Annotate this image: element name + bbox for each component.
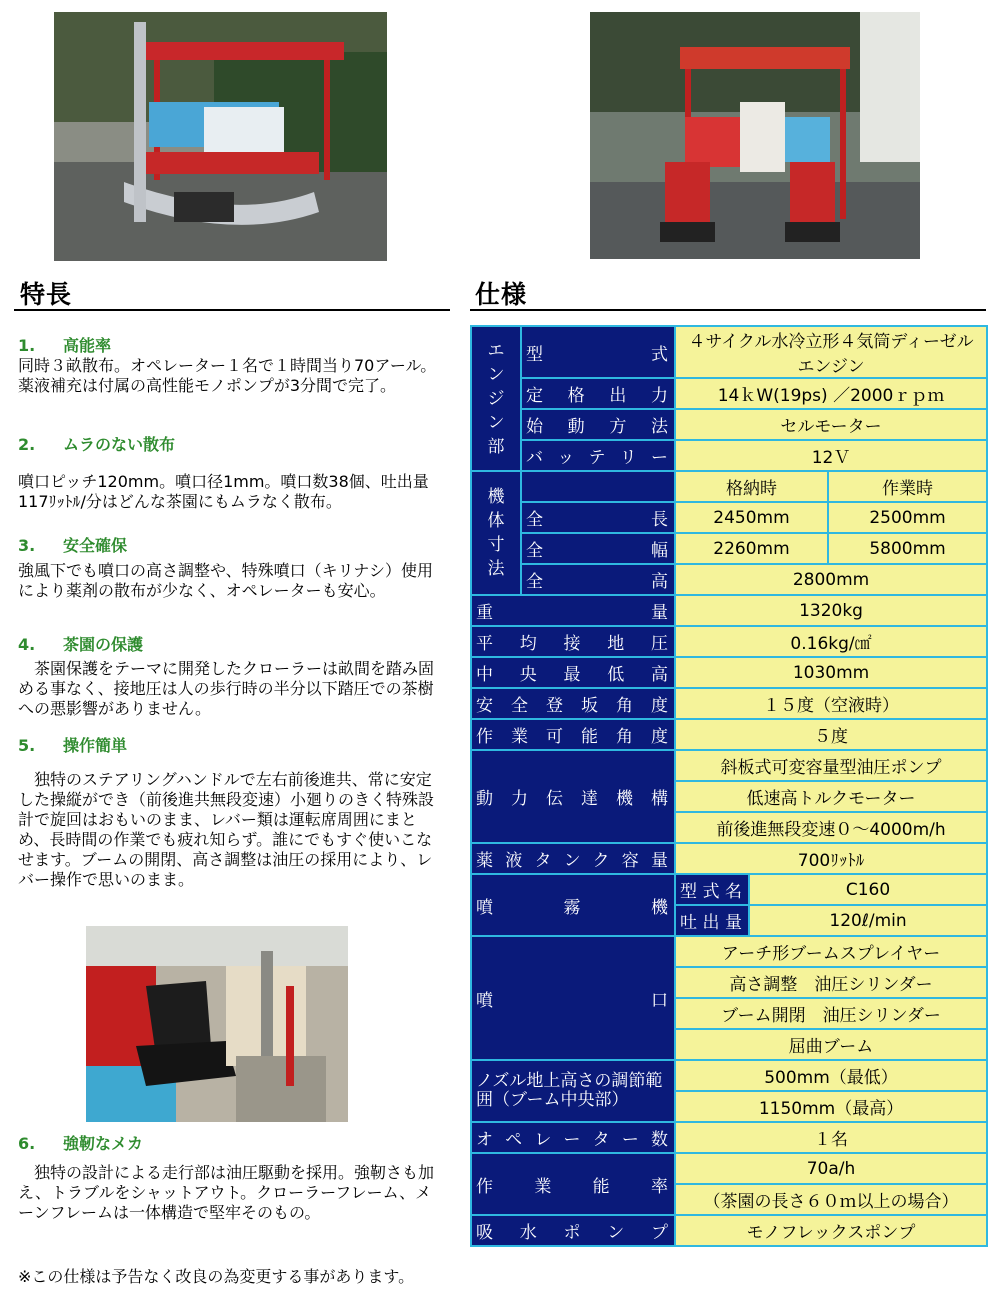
spec-heading: 仕様 bbox=[475, 280, 528, 309]
nozzle-height-label: ノズル地上高さの調節範囲（ブーム中央部） bbox=[471, 1060, 675, 1122]
length-stored-value: 2450mm bbox=[675, 502, 828, 533]
feature-5-body: 独特のステアリングハンドルで左右前後進共、常に安定した操縦ができ（前後進共無段変速）小廻りのきく特殊設計で旋回はおもいのまま、レバー類は運転席周囲にまとめ、長時間の作業でも疲れ知らず。誰にでもすぐ使いこなせます。ブームの開閉、高さ調整は油圧の採用により、レバー操作で思いのまま。 bbox=[18, 770, 435, 889]
drive-value-3: 前後進無段変速０～4000m/h bbox=[675, 812, 987, 843]
width-label: 全 幅 bbox=[521, 533, 675, 564]
nozzle-value-1: アーチ形ブームスプレイヤー bbox=[675, 936, 987, 967]
sprayer-model-value: C160 bbox=[749, 874, 987, 905]
length-label: 全 長 bbox=[521, 502, 675, 533]
nozzle-height-min: 500mm（最低） bbox=[675, 1060, 987, 1091]
nozzle-label: 噴 口 bbox=[471, 936, 675, 1060]
operators-label: オペレーター数 bbox=[471, 1122, 675, 1153]
capacity-condition: （茶園の長さ６０ｍ以上の場合） bbox=[675, 1184, 987, 1215]
battery-value: 12Ｖ bbox=[675, 440, 987, 471]
start-method-value: セルモーター bbox=[675, 409, 987, 440]
feature-1-body: 同時３畝散布。オペレーター１名で１時間当り70アール。薬液補充は付属の高性能モノポンプが3分間で完了。 bbox=[18, 356, 437, 395]
feature-2-body: 噴口ピッチ120mm。噴口径1mm。噴口数38個、吐出量117ﾘｯﾄﾙ/分はどんな茶園にもムラなく散布。 bbox=[18, 472, 429, 511]
engine-group-label: エンジン部 bbox=[471, 326, 521, 471]
feature-3-title: 3. 安全確保 bbox=[18, 536, 128, 555]
nozzle-value-2: 高さ調整 油圧シリンダー bbox=[675, 967, 987, 998]
feature-4-title: 4. 茶園の保護 bbox=[18, 635, 144, 654]
features-heading-rule bbox=[14, 309, 450, 311]
feature-2-title: 2. ムラのない散布 bbox=[18, 435, 176, 454]
tank-value: 700ﾘｯﾄﾙ bbox=[675, 843, 987, 874]
sprayer-photo-side bbox=[54, 12, 387, 261]
engine-type-value: ４サイクル水冷立形４気筒ディーゼルエンジン bbox=[675, 326, 987, 378]
dimensions-group-label: 機体寸法 bbox=[471, 471, 521, 595]
drive-value-2: 低速高トルクモーター bbox=[675, 781, 987, 812]
clearance-value: 1030mm bbox=[675, 657, 987, 688]
weight-label: 重 量 bbox=[471, 595, 675, 626]
feature-6-body: 独特の設計による走行部は油圧駆動を採用。強靭さも加え、トラブルをシャットアウト。クローラーフレーム、メーンフレームは一体構造で堅牢そのもの。 bbox=[18, 1163, 435, 1222]
feature-6-title: 6. 強靭なメカ bbox=[18, 1134, 144, 1153]
length-working-value: 2500mm bbox=[828, 502, 987, 533]
capacity-value: 70a/h bbox=[675, 1153, 987, 1184]
spec-table bbox=[470, 325, 988, 1247]
height-label: 全 高 bbox=[521, 564, 675, 595]
feature-4-body: 茶園保護をテーマに開発したクローラーは畝間を踏み固める事なく、接地圧は人の歩行時の半分以下踏圧での茶樹への悪影響がありません。 bbox=[18, 659, 435, 718]
feature-3-body: 強風下でも噴口の高さ調整や、特殊噴口（キリナシ）使用により薬剤の散布が少なく、オペレーターも安心。 bbox=[18, 561, 434, 600]
work-angle-value: ５度 bbox=[675, 719, 987, 750]
nozzle-value-3: ブーム開閉 油圧シリンダー bbox=[675, 998, 987, 1029]
ground-pressure-value: 0.16kg/㎠ bbox=[675, 626, 987, 657]
sprayer-output-value: 120ℓ/min bbox=[749, 905, 987, 936]
width-stored-value: 2260mm bbox=[675, 533, 828, 564]
pump-value: モノフレックスポンプ bbox=[675, 1215, 987, 1246]
height-value: 2800mm bbox=[675, 564, 987, 595]
rated-output-label: 定格出力 bbox=[521, 378, 675, 409]
sprayer-photo-front bbox=[590, 12, 920, 259]
battery-label: バッテリー bbox=[521, 440, 675, 471]
weight-value: 1320kg bbox=[675, 595, 987, 626]
rated-output-value: 14ｋW(19ps) ／2000ｒｐｍ bbox=[675, 378, 987, 409]
ground-pressure-label: 平均接地圧 bbox=[471, 626, 675, 657]
feature-5-title: 5. 操作簡単 bbox=[18, 736, 128, 755]
clearance-label: 中央最低高 bbox=[471, 657, 675, 688]
drive-value-1: 斜板式可変容量型油圧ポンプ bbox=[675, 750, 987, 781]
dimensions-header-blank bbox=[521, 471, 675, 502]
change-notice: ※この仕様は予告なく改良の為変更する事があります。 bbox=[18, 1267, 415, 1286]
width-working-value: 5800mm bbox=[828, 533, 987, 564]
start-method-label: 始動方法 bbox=[521, 409, 675, 440]
feature-1-title: 1. 高能率 bbox=[18, 336, 112, 355]
work-angle-label: 作業可能角度 bbox=[471, 719, 675, 750]
tank-label: 薬液タンク容量 bbox=[471, 843, 675, 874]
drive-label: 動力伝達機構 bbox=[471, 750, 675, 843]
engine-type-label: 型 式 bbox=[521, 326, 675, 378]
features-heading: 特長 bbox=[20, 280, 73, 309]
sprayer-label: 噴 霧 機 bbox=[471, 874, 675, 936]
operator-seat-photo bbox=[86, 926, 348, 1122]
sprayer-model-label: 型式名 bbox=[675, 874, 749, 905]
capacity-label: 作業能率 bbox=[471, 1153, 675, 1215]
nozzle-value-4: 屈曲ブーム bbox=[675, 1029, 987, 1060]
spec-heading-rule bbox=[470, 309, 986, 311]
nozzle-height-max: 1150mm（最高） bbox=[675, 1091, 987, 1122]
dim-working-header: 作業時 bbox=[828, 471, 987, 502]
climb-angle-value: １５度（空液時） bbox=[675, 688, 987, 719]
operators-value: １名 bbox=[675, 1122, 987, 1153]
dim-stored-header: 格納時 bbox=[675, 471, 828, 502]
sprayer-output-label: 吐出量 bbox=[675, 905, 749, 936]
pump-label: 吸水ポンプ bbox=[471, 1215, 675, 1246]
climb-angle-label: 安全登坂角度 bbox=[471, 688, 675, 719]
